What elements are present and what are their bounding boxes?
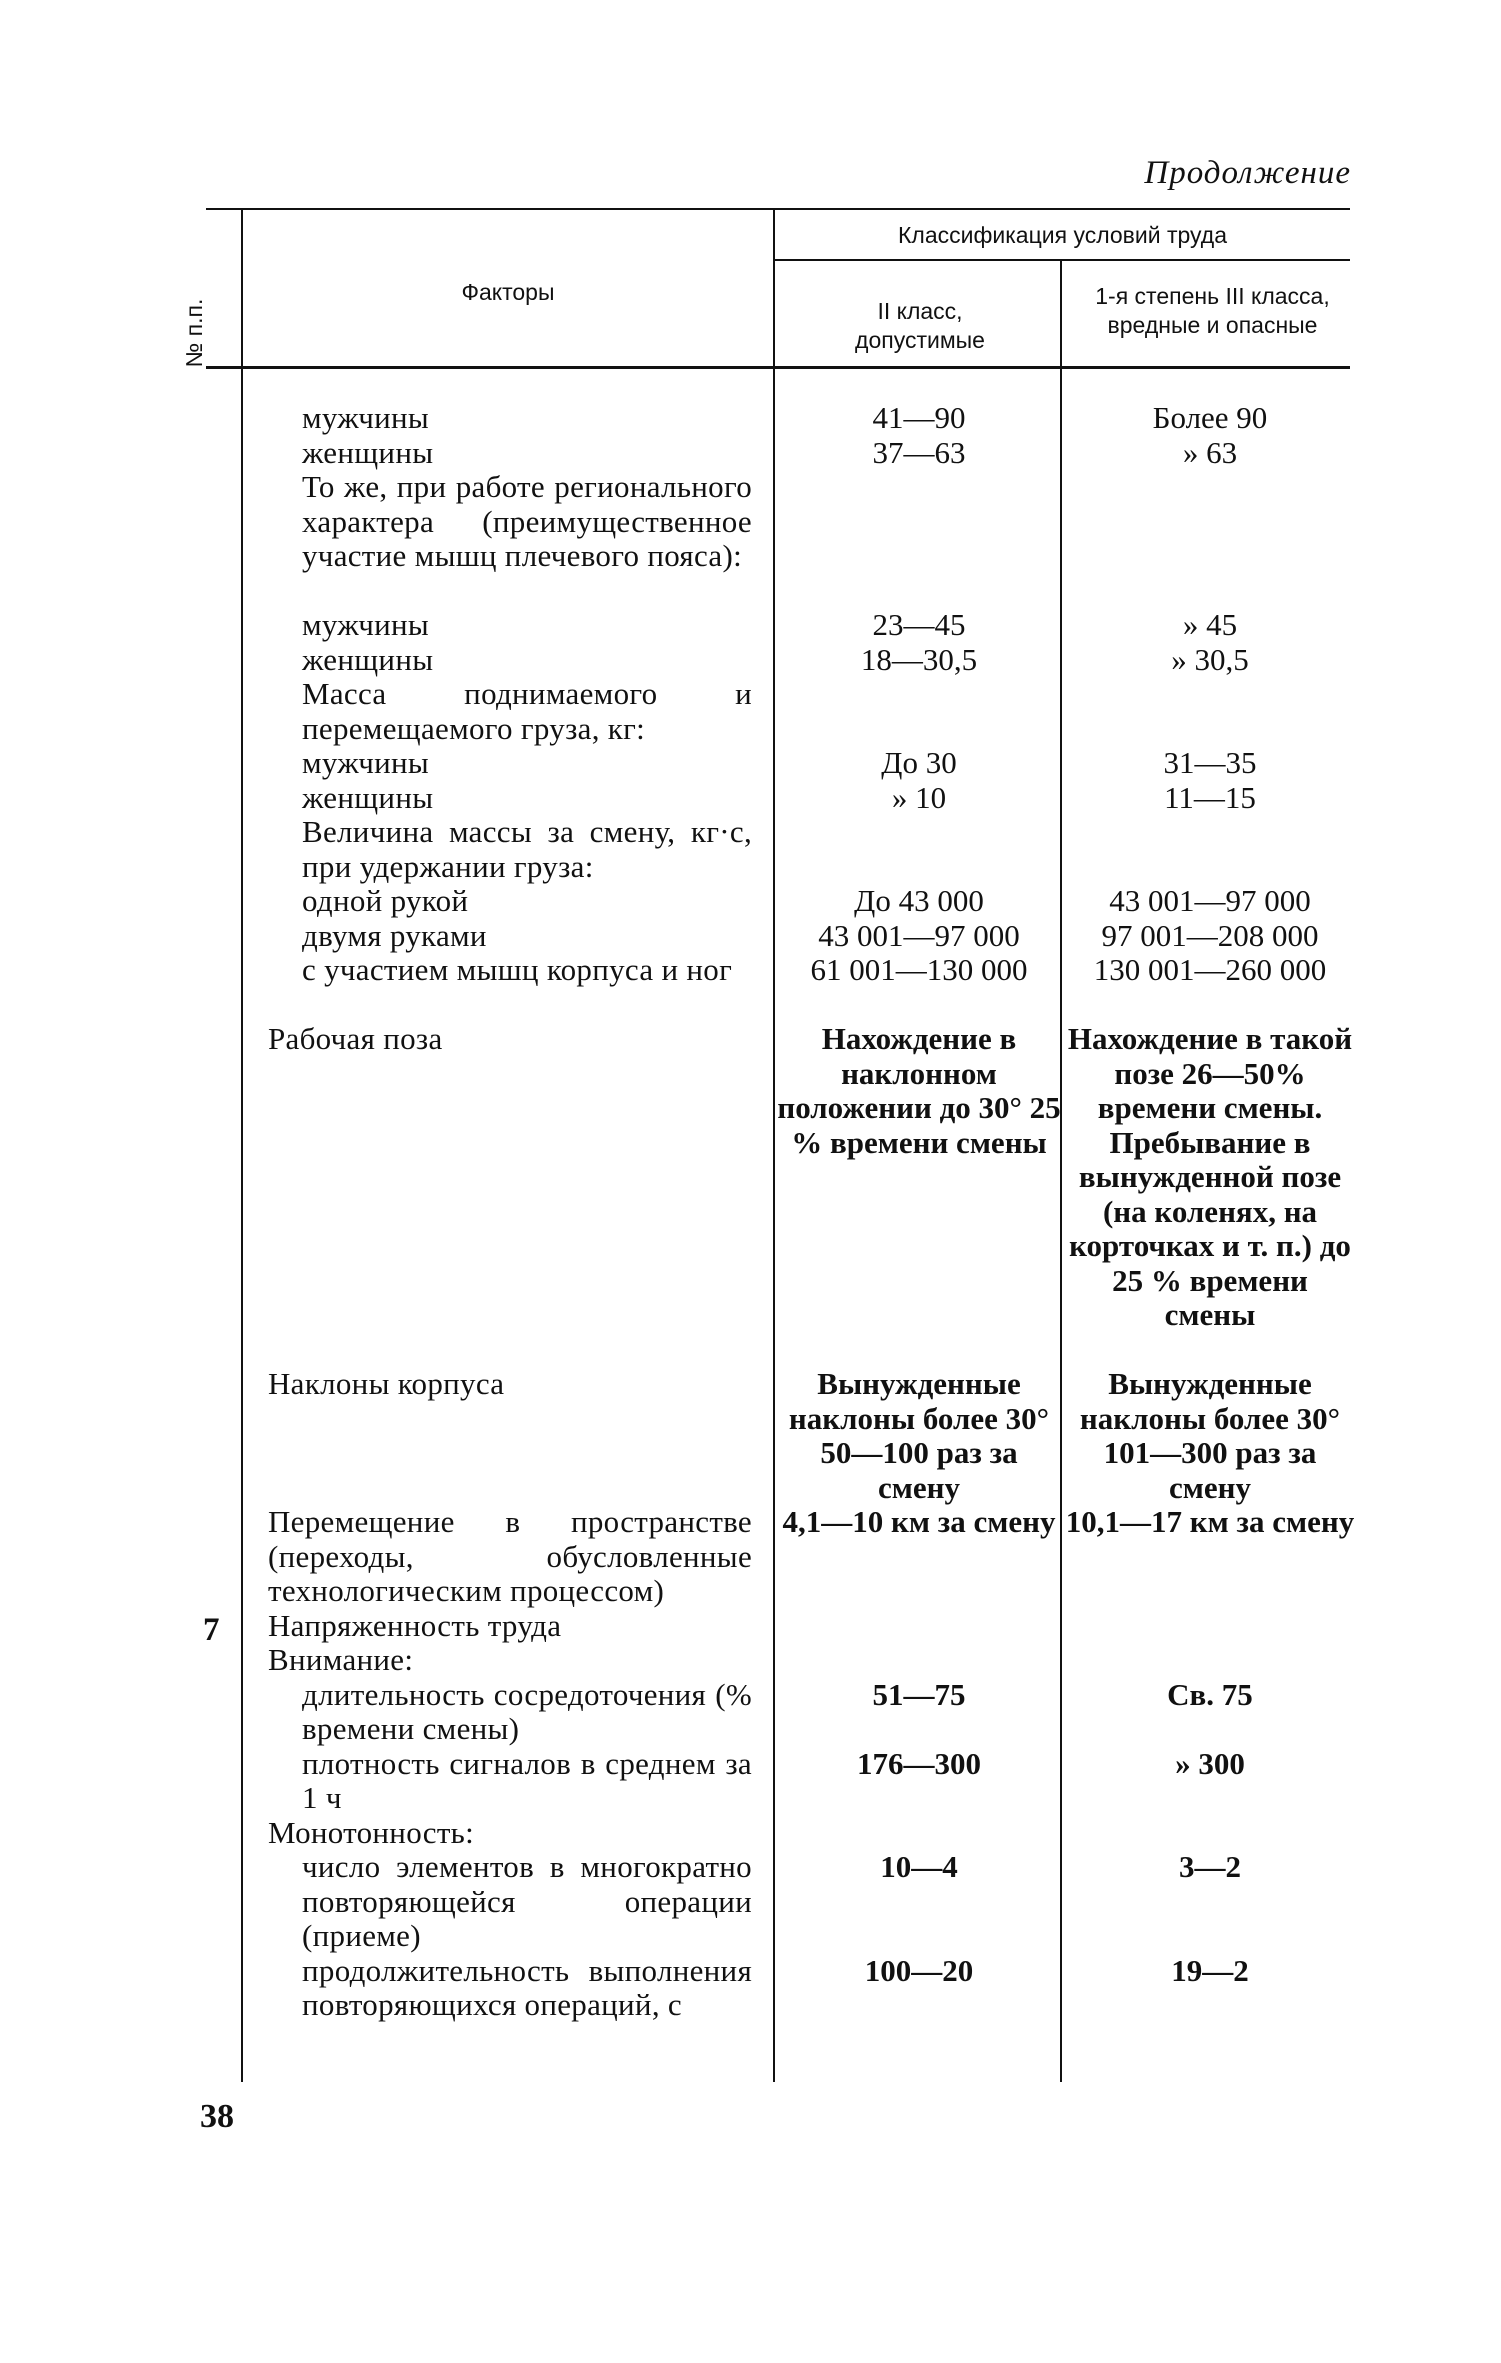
- table-row: [0, 1643, 1501, 1678]
- factor-cell: Перемещение в пространстве (переходы, обусловленные технологическим процессом): [268, 1504, 752, 1608]
- factor-cell: мужчины: [302, 745, 430, 780]
- table-row: [0, 1678, 1501, 1747]
- class3-cell: » 300: [1175, 1745, 1245, 1781]
- page-number: 38: [200, 2098, 234, 2135]
- factor-cell: женщины: [302, 641, 434, 677]
- class2-cell: До 30: [881, 745, 957, 780]
- factor-cell: мужчины: [302, 400, 430, 435]
- class3-header: 1-я степень III класса, вредные и опасные: [1095, 283, 1330, 338]
- table-row: [0, 953, 1501, 1022]
- table-row: [0, 1609, 1501, 1644]
- table-row: [0, 1747, 1501, 1816]
- table-top-rule: [206, 208, 1350, 210]
- class2-cell: 4,1—10 км за смену: [782, 1504, 1056, 1539]
- classification-header: Классификация условий труда: [898, 222, 1227, 248]
- factor-cell: Наклоны корпуса: [268, 1366, 505, 1401]
- table-row: [0, 1954, 1501, 2058]
- factor-cell: продолжительность выполнения повторяющихся операций, с: [302, 1952, 752, 2022]
- class2-cell: Нахождение в наклонном положении до 30° 25 % времени смены: [777, 1021, 1061, 1160]
- factor-cell: То же, при работе регионального характера (преимущественное участие мышц плечевого пояса):: [302, 469, 752, 573]
- factor-cell: плотность сигналов в среднем за 1 ч: [302, 1745, 752, 1815]
- factor-cell: Напряженность труда: [268, 1607, 562, 1643]
- table-row: [0, 1367, 1501, 1505]
- class3-cell: 97 001—208 000: [1101, 917, 1319, 953]
- class3-cell: » 45: [1182, 607, 1238, 642]
- table-row: [0, 643, 1501, 678]
- class2-cell: 43 001—97 000: [818, 917, 1020, 953]
- table-row: [0, 401, 1501, 436]
- table-row: [0, 677, 1501, 746]
- table-row: [0, 815, 1501, 884]
- table-row: [0, 470, 1501, 608]
- table-row: [0, 781, 1501, 816]
- table-row: [0, 919, 1501, 954]
- factor-cell: Масса поднимаемого и перемещаемого груза, кг:: [302, 676, 752, 746]
- class2-cell: 176—300: [857, 1745, 981, 1781]
- factor-cell: число элементов в многократно повторяющейся операции (приеме): [302, 1849, 752, 1953]
- class2-cell: 10—4: [880, 1849, 958, 1884]
- header-bottom-rule: [206, 366, 1350, 369]
- table-row: [0, 1022, 1501, 1367]
- class3-cell: Нахождение в такой позе 26—50% времени смены. Пребывание в вынужденной позе (на коленях, на корточках и т. п.) до 25 % времени смены: [1067, 1021, 1353, 1332]
- class2-cell: 37—63: [872, 434, 966, 470]
- class3-cell: 10,1—17 км за смену: [1065, 1504, 1355, 1539]
- factor-cell: мужчины: [302, 607, 430, 642]
- factor-cell: двумя руками: [302, 917, 487, 953]
- class2-header: II класс, допустимые: [855, 298, 985, 353]
- class2-cell: » 10: [891, 779, 947, 815]
- factor-cell: Монотонность:: [268, 1814, 475, 1850]
- factor-cell: с участием мышц корпуса и ног: [302, 952, 733, 987]
- class2-cell: 18—30,5: [860, 641, 978, 677]
- factor-cell: женщины: [302, 779, 434, 815]
- class3-cell: 31—35: [1163, 745, 1257, 780]
- table-row: [0, 1505, 1501, 1609]
- class3-cell: 11—15: [1164, 779, 1256, 815]
- class3-cell: Св. 75: [1167, 1676, 1253, 1712]
- factor-cell: женщины: [302, 434, 434, 470]
- class2-cell: 51—75: [872, 1676, 966, 1712]
- class3-cell: » 30,5: [1171, 641, 1249, 677]
- class2-cell: 23—45: [872, 607, 966, 642]
- class3-cell: Вынужденные наклоны более 30° 101—300 раз за смену: [1079, 1366, 1341, 1505]
- class3-cell: 19—2: [1171, 1952, 1249, 1988]
- table-row: [0, 746, 1501, 781]
- factors-header: Факторы: [461, 279, 555, 305]
- factor-cell: одной рукой: [302, 883, 469, 918]
- table-row: [0, 884, 1501, 919]
- class3-cell: 3—2: [1179, 1849, 1241, 1884]
- class2-cell: 61 001—130 000: [810, 952, 1028, 987]
- factor-cell: Величина массы за смену, кг·с, при удержании груза:: [302, 814, 752, 884]
- table-row: [0, 436, 1501, 471]
- table-row: [0, 1850, 1501, 1954]
- factor-cell: длительность сосредоточения (% времени смены): [302, 1676, 752, 1746]
- table-row: [0, 608, 1501, 643]
- class2-cell: 100—20: [864, 1952, 974, 1988]
- class3-cell: 130 001—260 000: [1093, 952, 1327, 987]
- classification-rule: [775, 259, 1350, 261]
- class2-cell: До 43 000: [854, 883, 984, 918]
- table-row: [0, 1816, 1501, 1851]
- class3-cell: Более 90: [1152, 400, 1268, 435]
- factor-cell: Внимание:: [268, 1642, 414, 1677]
- row-number-header: № п.п.: [181, 298, 207, 368]
- continuation-label: Продолжение: [1144, 155, 1351, 191]
- class2-cell: Вынужденные наклоны более 30° 50—100 раз за смену: [788, 1366, 1050, 1505]
- factor-cell: Рабочая поза: [268, 1021, 443, 1056]
- class3-cell: » 63: [1182, 434, 1238, 470]
- class2-cell: 41—90: [872, 400, 966, 435]
- class3-cell: 43 001—97 000: [1109, 883, 1311, 918]
- row-number: 7: [203, 1612, 220, 1648]
